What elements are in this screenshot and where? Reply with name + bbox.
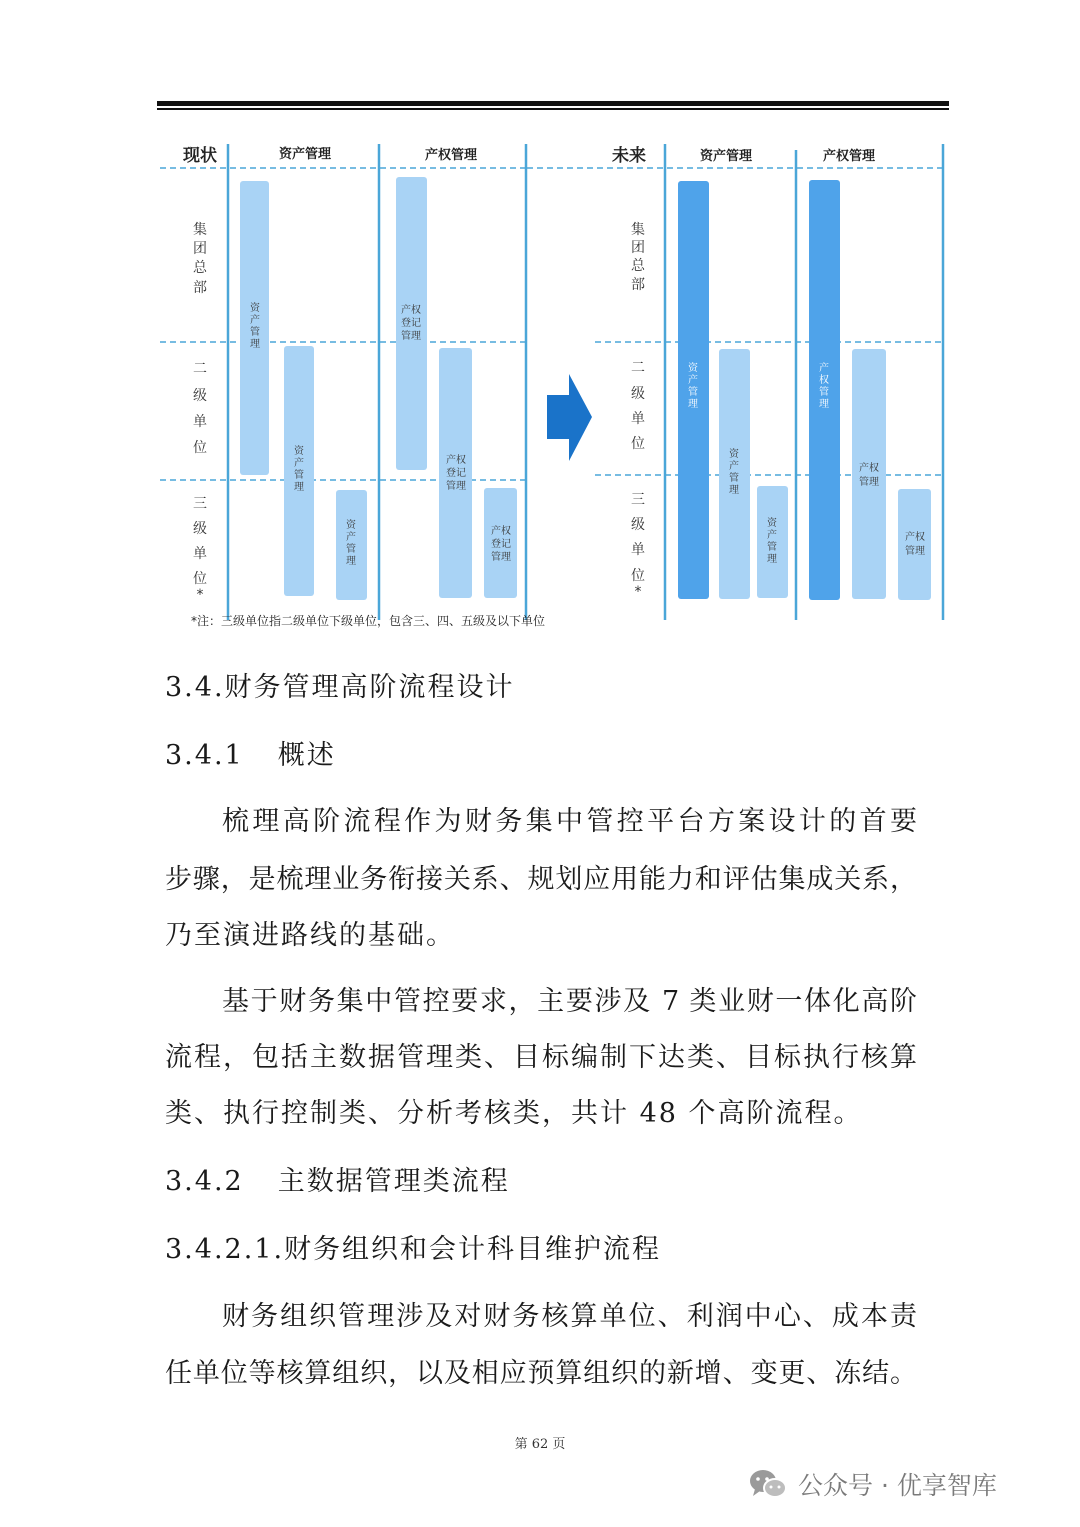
diagram-footnote: *注：三级单位指二级单位下级单位，包含三、四、五级及以下单位 <box>191 614 546 628</box>
heading-3-4-2-title: 主数据管理类流程 <box>277 1166 510 1197</box>
svg-text:管: 管 <box>294 470 304 481</box>
svg-text:管: 管 <box>688 387 698 398</box>
para-2-line-1: 基于财务集中管控要求，主要涉及 7 类业财一体化高阶 <box>222 986 917 1017</box>
svg-text:产权: 产权 <box>446 455 466 466</box>
current-row-hq-label <box>193 221 208 296</box>
svg-text:资: 资 <box>250 303 260 314</box>
heading-3-4: 3.4.财务管理高阶流程设计 <box>165 672 515 703</box>
svg-text:级: 级 <box>631 517 645 533</box>
svg-text:管理: 管理 <box>491 552 511 563</box>
svg-text:位: 位 <box>631 568 645 584</box>
current-row-second-label <box>193 361 207 456</box>
svg-text:产权: 产权 <box>905 532 925 543</box>
current-asset-header: 资产管理 <box>278 147 332 162</box>
svg-text:理: 理 <box>688 399 698 410</box>
svg-text:*: * <box>634 584 642 600</box>
svg-text:理: 理 <box>250 339 260 350</box>
svg-text:管: 管 <box>767 542 777 553</box>
svg-text:级: 级 <box>193 388 207 404</box>
para-3-line-2: 任单位等核算组织，以及相应预算组织的新增、变更、冻结。 <box>165 1358 917 1389</box>
svg-text:*: * <box>196 587 204 603</box>
svg-text:集: 集 <box>631 222 645 238</box>
future-asset-bar-hq-label <box>688 361 699 410</box>
svg-text:部: 部 <box>193 280 207 296</box>
page-number: 第 62 页 <box>514 1437 566 1452</box>
heading-3-4-1-title: 概述 <box>277 740 336 771</box>
svg-text:管: 管 <box>729 473 739 484</box>
svg-text:资: 资 <box>294 446 304 457</box>
future-row-hq-label <box>631 221 646 293</box>
para-3-line-1: 财务组织管理涉及对财务核算单位、利润中心、成本责 <box>222 1301 917 1332</box>
heading-3-4-1 <box>165 738 336 774</box>
svg-text:管理: 管理 <box>401 331 421 342</box>
svg-text:总: 总 <box>631 258 645 274</box>
svg-text:总: 总 <box>193 260 207 276</box>
para-2-line-3: 类、执行控制类、分析考核类，共计 48 个高阶流程。 <box>165 1098 863 1129</box>
svg-text:资: 资 <box>729 449 739 460</box>
heading-3-4-1-number: 3.4.1 <box>165 740 244 771</box>
future-row-third-label <box>631 492 645 600</box>
future-row-second-label <box>631 360 645 452</box>
svg-text:单: 单 <box>631 411 645 427</box>
para-2-line-2: 流程，包括主数据管理类、目标编制下达类、目标执行核算 <box>165 1042 917 1073</box>
svg-text:资: 资 <box>767 518 777 529</box>
current-asset-bar-third-label <box>346 518 357 567</box>
svg-text:产: 产 <box>688 375 698 386</box>
svg-text:登记: 登记 <box>491 539 511 550</box>
future-asset-bar-third-label <box>767 516 778 565</box>
svg-text:理: 理 <box>819 399 829 410</box>
current-state-label: 现状 <box>183 146 217 166</box>
current-row-third-label <box>193 496 207 603</box>
svg-text:单: 单 <box>193 414 207 430</box>
svg-text:产: 产 <box>250 315 260 326</box>
header-rule-thin <box>157 108 949 110</box>
future-property-bar-hq-label <box>819 361 829 410</box>
future-asset-header: 资产管理 <box>699 149 753 164</box>
future-property-bar-third <box>898 489 931 600</box>
heading-3-4-2 <box>165 1164 510 1200</box>
svg-text:产: 产 <box>819 363 829 374</box>
svg-text:理: 理 <box>729 485 739 496</box>
svg-text:团: 团 <box>193 241 207 257</box>
svg-text:产权: 产权 <box>859 463 879 474</box>
svg-text:产权: 产权 <box>401 305 421 316</box>
heading-3-4-2-1: 3.4.2.1.财务组织和会计科目维护流程 <box>165 1234 662 1265</box>
transition-arrow-icon <box>547 374 592 461</box>
svg-text:三: 三 <box>631 492 645 508</box>
svg-text:产权: 产权 <box>491 526 511 537</box>
watermark-text: 公众号 · 优享智库 <box>798 1471 997 1500</box>
svg-text:管: 管 <box>346 544 356 555</box>
para-1-line-1: 梳理高阶流程作为财务集中管控平台方案设计的首要 <box>222 806 917 837</box>
svg-text:单: 单 <box>193 546 207 562</box>
svg-text:单: 单 <box>631 542 645 558</box>
svg-text:位: 位 <box>193 571 207 587</box>
header-rule <box>157 101 949 106</box>
heading-3-4-2-number: 3.4.2 <box>165 1166 244 1197</box>
para-1-line-2: 步骤，是梳理业务衔接关系、规划应用能力和评估集成关系， <box>165 864 917 895</box>
svg-text:位: 位 <box>631 436 645 452</box>
future-asset-bar-second-label <box>729 447 740 496</box>
svg-text:资: 资 <box>346 520 356 531</box>
current-property-bar-hq-label <box>401 303 421 342</box>
future-property-bar-second <box>852 349 886 599</box>
svg-text:权: 权 <box>819 375 829 386</box>
current-property-header: 产权管理 <box>424 148 478 163</box>
svg-text:集: 集 <box>193 222 207 238</box>
svg-text:管理: 管理 <box>446 481 466 492</box>
svg-text:资: 资 <box>688 363 698 374</box>
svg-text:管理: 管理 <box>905 546 925 557</box>
svg-text:产: 产 <box>729 461 739 472</box>
para-1-line-3: 乃至演进路线的基础。 <box>165 920 455 951</box>
org-management-diagram <box>155 130 955 635</box>
svg-text:级: 级 <box>631 386 645 402</box>
svg-text:级: 级 <box>193 521 207 537</box>
wechat-icon <box>748 1467 788 1501</box>
svg-text:理: 理 <box>767 554 777 565</box>
svg-text:管: 管 <box>819 387 829 398</box>
svg-text:产: 产 <box>294 458 304 469</box>
future-state-label: 未来 <box>612 146 646 166</box>
current-asset-bar-hq-label <box>250 301 261 350</box>
svg-text:产: 产 <box>767 530 777 541</box>
current-property-bar-second-label <box>446 453 466 492</box>
svg-text:登记: 登记 <box>446 468 466 479</box>
svg-text:位: 位 <box>193 440 207 456</box>
svg-text:二: 二 <box>631 360 645 376</box>
svg-text:团: 团 <box>631 240 645 256</box>
svg-text:产: 产 <box>346 532 356 543</box>
current-asset-bar-second-label <box>294 444 305 493</box>
watermark <box>748 1462 997 1506</box>
svg-text:理: 理 <box>294 482 304 493</box>
svg-text:二: 二 <box>193 361 207 377</box>
svg-text:管理: 管理 <box>859 477 879 488</box>
current-property-bar-third-label <box>491 524 511 563</box>
svg-text:三: 三 <box>193 496 207 512</box>
svg-text:登记: 登记 <box>401 318 421 329</box>
svg-text:理: 理 <box>346 556 356 567</box>
svg-text:管: 管 <box>250 327 260 338</box>
svg-text:部: 部 <box>631 277 645 293</box>
future-property-header: 产权管理 <box>822 149 876 164</box>
